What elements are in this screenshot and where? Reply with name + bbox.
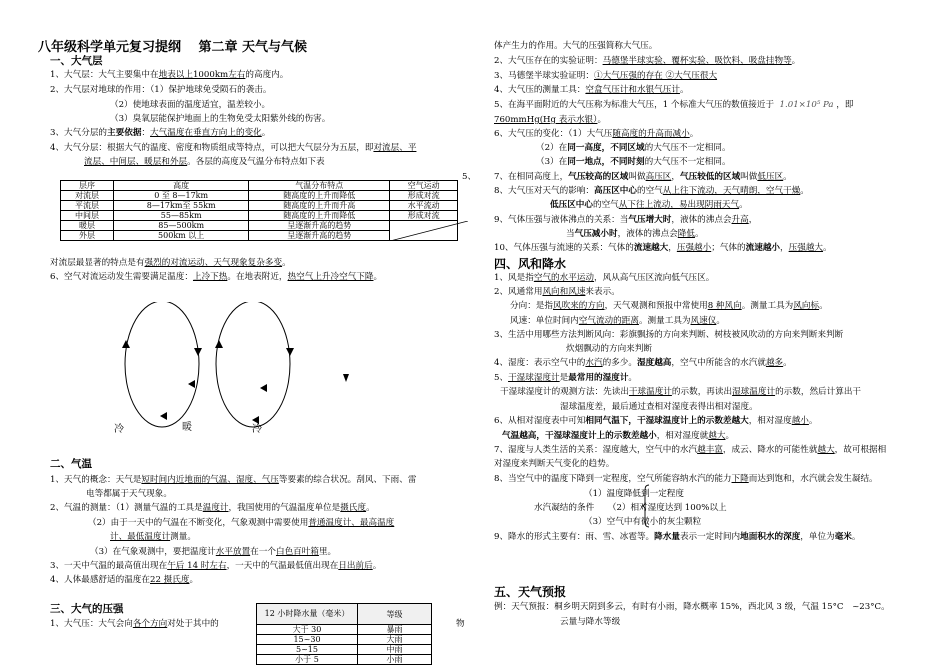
text-line: 6、空气对流运动发生需要满足温度：上冷下热。在地表附近，热空气上升冷空气下降。 xyxy=(50,272,383,282)
text-line: 9、降水的形式主要有：雨、雪、冰雹等。降水量表示一定时间内地面积水的深度，单位为毫米。 xyxy=(494,532,861,542)
table-cell: 呈逐渐升高的趋势 xyxy=(249,221,390,231)
text-line: 计、最低温度计测量。 xyxy=(110,532,196,542)
table-row xyxy=(61,191,458,201)
table-header: 高度 xyxy=(114,181,249,191)
table-row xyxy=(257,655,432,665)
table-cell: 500km 以上 xyxy=(114,231,249,241)
arrow-down-icon xyxy=(343,374,349,382)
table-header: 气温分布特点 xyxy=(249,181,390,191)
text-line: 对湿度来判断天气变化的趋势。 xyxy=(494,459,615,469)
text-line: 3、生活中用哪些方法判断风向：彩旗飘扬的方向来判断、树枝被风吹动的方向来判断来判断 xyxy=(494,330,844,340)
text-line: （2）在同一高度，不同区域的大气压不一定相同。 xyxy=(536,143,731,153)
text-line: 7、在相同高度上，气压较高的区域叫做高压区，气压较低的区域叫做低压区。 xyxy=(494,172,792,182)
table-cell-empty xyxy=(390,221,458,241)
text-line: 1、大气层：大气主要集中在地表以上1000km左右的高度内。 xyxy=(50,70,289,80)
text-line: 6、从相对湿度表中可知相同气温下，干湿球温度计上的示数差越大，相对湿度越小。 xyxy=(494,416,818,426)
text-line: 分向：是指风吹来的方向，天气观测和预报中常使用8 种风向。测量工具为风向标。 xyxy=(510,301,828,311)
table-cell: 外层 xyxy=(61,231,114,241)
text-line: 云量与降水等级 xyxy=(560,617,621,627)
text-line: 2、大气层对地球的作用：（1）保护地球免受陨石的袭击。 xyxy=(50,85,272,95)
page-title: 八年级科学单元复习提纲 第二章 天气与气候 xyxy=(38,40,308,55)
table-cell: 中雨 xyxy=(358,645,432,655)
text-line: 2、气温的测量：（1）测量气温的工具是温度计，我国使用的气温温度单位是摄氏度。 xyxy=(50,503,375,513)
diagonal-slash xyxy=(390,221,468,241)
table-cell: 随高度的上升而降低 xyxy=(249,191,390,201)
text-line: 10、气体压强与流速的关系：气体的流速越大，压强越小；气体的流速越小，压强越大。 xyxy=(494,243,832,253)
table-cell: 暴雨 xyxy=(358,625,432,635)
text-line: 4、大气压的测量工具：空盒气压计和水银气压计。 xyxy=(494,85,689,95)
text-line: （2）使地球表面的温度适宜，温差较小。 xyxy=(110,100,271,110)
arrow-up-icon xyxy=(215,340,223,348)
section-heading-atmosphere: 一、大气层 xyxy=(50,55,103,67)
text-line: （3）在同一地点，不同时刻的大气压不一定相同。 xyxy=(536,157,731,167)
text-line: 3、大气分层的主要依据：大气温度在垂直方向上的变化。 xyxy=(50,128,271,138)
text-line: 湿球温度差，最后通过查相对湿度表得出相对湿度。 xyxy=(560,402,758,412)
diagram-label-cold: 冷 xyxy=(252,424,262,435)
text-line: 炊烟飘动的方向来判断 xyxy=(566,344,652,354)
diagram-label-warm: 暖 xyxy=(182,422,192,433)
diagram-label-cold: 冷 xyxy=(114,424,124,435)
table-cell: 暖层 xyxy=(61,221,114,231)
text-line: 4、湿度：表示空气中的水汽的多少。湿度越高，空气中所能含的水汽就越多。 xyxy=(494,358,792,368)
arrow-down-icon xyxy=(194,348,202,356)
section-heading-pressure: 三、大气的压强 xyxy=(50,603,124,615)
text-line: 4、人体最感舒适的温度在22 摄氏度。 xyxy=(50,575,199,585)
table-cell: 小于 5 xyxy=(257,655,358,665)
table-header: 12 小时降水量（毫米） xyxy=(257,604,358,625)
table-row xyxy=(257,635,432,645)
table-cell: 随高度的上升而升高 xyxy=(249,201,390,211)
text-line: 760mmHg(Hg 表示水银）。 xyxy=(494,115,607,125)
arrow-up-icon xyxy=(122,340,130,348)
text-line: 干湿球湿度计的观测方法：先读出干球温度计的示数，再读出湿球温度计的示数，然后计算出干 xyxy=(500,387,862,397)
table-header: 空气运动 xyxy=(390,181,458,191)
text-line: 5、干湿球湿度计是最常用的湿度计。 xyxy=(494,373,638,383)
arrow-left-icon xyxy=(260,384,267,392)
table-header-row xyxy=(257,604,432,625)
table-cell: 15~30 xyxy=(257,635,358,645)
text-line: 2、风通常用风向和风速来表示。 xyxy=(494,287,620,297)
table-cell: 55—85km xyxy=(114,211,249,221)
text-line: （3）在气象观测中，要把温度计水平放置在一个白色百叶箱里。 xyxy=(90,547,337,557)
atmosphere-layers-table xyxy=(60,180,458,241)
table-row xyxy=(257,625,432,635)
text-line: 5、在海平面附近的大气压称为标准大气压，1 个标准大气压的数值接近于 1.01×10⁵ Pa ，即 xyxy=(494,100,854,110)
list-number: 5、 xyxy=(462,172,477,182)
text-line: 2、大气压存在的实验证明：马德堡半球实验、覆杯实验、吸饮料、吸盘挂物等。 xyxy=(494,56,801,66)
text-line: 流层、中间层、暖层和外层。各层的高度及气温分布特点如下表 xyxy=(84,157,325,167)
convection-diagram xyxy=(110,296,370,446)
table-header: 层序 xyxy=(61,181,114,191)
rainfall-table xyxy=(256,603,432,665)
text-line: 8、大气压对天气的影响：高压区中心的空气从上往下流动，天气晴朗，空气干燥。 xyxy=(494,186,809,196)
text-line: 例：天气预报：桐乡明天阴到多云，有时有小雨，降水概率 15%，西北风 3 级，气温 15°C ~23°C。 xyxy=(494,602,890,612)
text-line: 对流层最显著的特点是有强烈的对流运动、天气现象复杂多变。 xyxy=(50,258,291,268)
text-line: 3、一天中气温的最高值出现在午后 14 时左右，一天中的气温最低值出现在日出前后。 xyxy=(50,561,382,571)
text-line: 物 xyxy=(456,619,465,629)
table-row xyxy=(61,211,458,221)
text-line: 1、风是指空气的水平运动，风从高气压区流向低气压区。 xyxy=(494,273,715,283)
arrow-left-icon xyxy=(188,380,195,388)
table-cell: 水平流动 xyxy=(390,201,458,211)
section-heading-forecast: 五、天气预报 xyxy=(494,585,567,599)
text-line: （2）由于一天中的气温在不断变化，气象观测中需要使用普通温度计、最高温度 xyxy=(88,518,395,528)
table-cell: 大雨 xyxy=(358,635,432,645)
text-line: （3）臭氧层能保护地面上的生物免受太阳紫外线的伤害。 xyxy=(110,114,331,124)
table-cell: 对流层 xyxy=(61,191,114,201)
text-line: 体产生力的作用。大气的压强简称大气压。 xyxy=(494,41,658,51)
table-header: 等级 xyxy=(358,604,432,625)
convection-loop-left xyxy=(125,301,199,427)
table-cell: 0 至 8—17km xyxy=(114,191,249,201)
text-line: 低压区中心的空气从下往上流动，易出现阴雨天气。 xyxy=(550,200,748,210)
text-line: 7、湿度与人类生活的关系：湿度越大，空气中的水汽越丰富，成云、降水的可能性就越大，故可根据相 xyxy=(494,445,887,455)
text-line: 9、气体压强与液体沸点的关系：当气压增大时，液体的沸点会升高， xyxy=(494,215,758,225)
section-heading-temperature: 二、气温 xyxy=(50,458,92,470)
section-heading-wind-precipitation: 四、风和降水 xyxy=(494,257,567,271)
table-row xyxy=(61,221,458,231)
table-cell: 形成对流 xyxy=(390,211,458,221)
table-cell: 大于 30 xyxy=(257,625,358,635)
text-line: 电等都属于天气现象。 xyxy=(86,489,172,499)
table-cell: 5~15 xyxy=(257,645,358,655)
text-line: 4、大气分层：根据大气的温度、密度和物质组成等特点，可以把大气层分为五层，即对流层、平 xyxy=(50,143,417,153)
text-line: 当气压减小时，液体的沸点会降低。 xyxy=(566,229,704,239)
table-cell: 中间层 xyxy=(61,211,114,221)
text-line: （3）空气中有微小的灰尘颗粒 xyxy=(584,517,702,527)
text-line: 气温越高，干湿球湿度计上的示数差越小，相对湿度就越大。 xyxy=(502,431,735,441)
table-cell: 呈逐渐升高的趋势 xyxy=(249,231,390,241)
table-row xyxy=(61,201,458,211)
table-cell: 随高度的上升而降低 xyxy=(249,211,390,221)
arrow-left-icon xyxy=(252,416,259,424)
text-line: 6、大气压的变化：（1）大气压随高度的升高而减小。 xyxy=(494,129,699,139)
text-line: （1）温度降低到一定程度 xyxy=(584,489,684,499)
text-line: 1、大气压：大气会向各个方向对处于其中的 xyxy=(50,619,219,629)
table-cell: 形成对流 xyxy=(390,191,458,201)
table-cell: 85—500km xyxy=(114,221,249,231)
arrow-down-icon xyxy=(286,348,294,356)
text-line: 8、当空气中的温度下降到一定程度，空气所能容纳水汽的能力下降而达到饱和，水汽就会发生凝结。 xyxy=(494,474,878,484)
table-cell: 小雨 xyxy=(358,655,432,665)
table-cell: 8—17km至 55km xyxy=(114,201,249,211)
text-line: 1、天气的概念：天气是短时间内近地面的气温、湿度、气压等要素的综合状况。刮风、下雨、雷 xyxy=(50,475,417,485)
text-line: 风速：单位时间内空气流动的距离。测量工具为风速仪。 xyxy=(510,316,725,326)
convection-loop-right xyxy=(216,301,290,427)
table-cell: 平流层 xyxy=(61,201,114,211)
text-line: 水汽凝结的条件 （2）相对湿度达到 100%以上 xyxy=(534,503,727,513)
text-line: 3、马德堡半球实验证明：①大气压强的存在 ②大气压很大 xyxy=(494,71,718,81)
arrow-left-icon xyxy=(160,412,167,420)
table-header-row xyxy=(61,181,458,191)
table-row xyxy=(257,645,432,655)
